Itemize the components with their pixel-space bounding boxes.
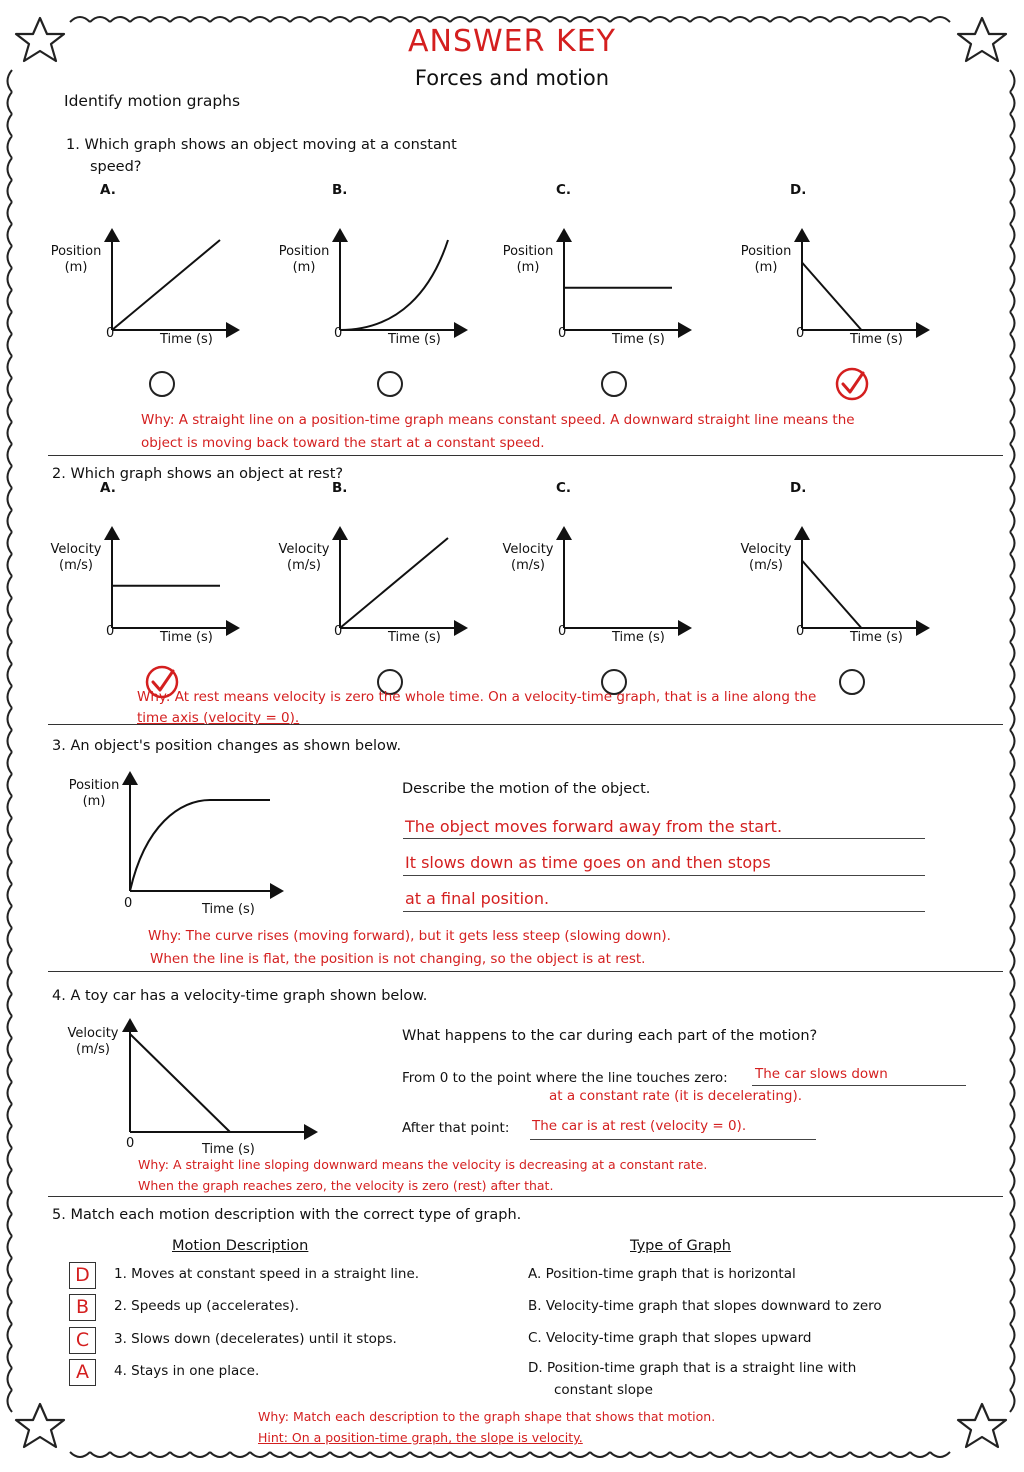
answer-circle[interactable] bbox=[377, 371, 403, 397]
option-letter: D. bbox=[790, 182, 807, 198]
y-axis-label: Velocity (m/s) bbox=[740, 542, 792, 573]
q1-why: Why: A straight line on a position-time graph means constant speed. A downward straight line means the bbox=[141, 412, 855, 428]
q5-prompt: 5. Match each motion description with the correct type of graph. bbox=[52, 1207, 522, 1223]
motion-graph bbox=[554, 224, 754, 344]
motion-graph bbox=[330, 522, 530, 642]
graph-line bbox=[802, 263, 861, 331]
x-axis-label: Time (s) bbox=[388, 332, 441, 347]
answer-box[interactable]: C bbox=[69, 1327, 96, 1354]
answer-line bbox=[403, 911, 925, 912]
y-axis-label: Position (m) bbox=[50, 244, 102, 275]
motion-graph bbox=[330, 224, 530, 344]
option-letter: B. bbox=[332, 480, 348, 496]
q4-part1-answer: The car slows down bbox=[755, 1066, 888, 1082]
y-axis-label: Position (m) bbox=[278, 244, 330, 275]
q3-answer-3: at a final position. bbox=[405, 889, 550, 908]
y-axis-label: Position (m) bbox=[68, 778, 120, 809]
selected-check-icon[interactable] bbox=[834, 366, 870, 402]
divider bbox=[48, 724, 1003, 725]
y-axis-label: Velocity (m/s) bbox=[50, 542, 102, 573]
q3-answer-2: It slows down as time goes on and then stops bbox=[405, 853, 771, 872]
col-header-description: Motion Description bbox=[172, 1238, 309, 1254]
q4-part1-label: From 0 to the point where the line touches zero: bbox=[402, 1070, 728, 1086]
motion-description: 1. Moves at constant speed in a straight line. bbox=[114, 1266, 420, 1282]
q1-prompt: 1. Which graph shows an object moving at a constant bbox=[66, 137, 457, 153]
page-subtitle: Forces and motion bbox=[414, 66, 610, 90]
q3-describe: Describe the motion of the object. bbox=[402, 781, 651, 797]
q2-prompt: 2. Which graph shows an object at rest? bbox=[52, 466, 344, 482]
q3-why: Why: The curve rises (moving forward), but it gets less steep (slowing down). bbox=[148, 928, 671, 944]
x-axis-label: Time (s) bbox=[850, 332, 903, 347]
q4-part2-label: After that point: bbox=[402, 1120, 510, 1136]
origin-label: 0 bbox=[558, 326, 567, 341]
q5-hint: Hint: On a position-time graph, the slope is velocity. bbox=[258, 1430, 583, 1445]
motion-description: 2. Speeds up (accelerates). bbox=[114, 1298, 299, 1314]
q4-prompt: 4. A toy car has a velocity-time graph shown below. bbox=[52, 988, 428, 1004]
star-icon bbox=[958, 1404, 1006, 1447]
q3-prompt: 3. An object's position changes as shown below. bbox=[52, 738, 402, 754]
motion-graph bbox=[792, 522, 992, 642]
answer-line bbox=[403, 838, 925, 839]
q2-why: Why: At rest means velocity is zero the whole time. On a velocity-time graph, that is a line along the bbox=[137, 689, 817, 705]
y-axis-label: Velocity (m/s) bbox=[278, 542, 330, 573]
x-axis-label: Time (s) bbox=[612, 332, 665, 347]
motion-graph bbox=[102, 522, 302, 642]
option-letter: A. bbox=[100, 480, 116, 496]
answer-circle[interactable] bbox=[839, 669, 865, 695]
option-letter: B. bbox=[332, 182, 348, 198]
motion-description: 4. Stays in one place. bbox=[114, 1363, 260, 1379]
q1-prompt-cont: speed? bbox=[90, 159, 142, 175]
answer-circle[interactable] bbox=[601, 371, 627, 397]
option-letter: A. bbox=[100, 182, 116, 198]
origin-label: 0 bbox=[126, 1136, 135, 1151]
graph-line bbox=[112, 240, 220, 330]
motion-graph bbox=[792, 224, 992, 344]
star-icon bbox=[16, 1404, 64, 1447]
graph-line bbox=[340, 538, 448, 628]
col-header-graph-type: Type of Graph bbox=[630, 1238, 731, 1254]
y-axis-label: Position (m) bbox=[502, 244, 554, 275]
q4-why-cont: When the graph reaches zero, the velocity is zero (rest) after that. bbox=[138, 1178, 554, 1193]
x-axis-label: Time (s) bbox=[160, 332, 213, 347]
origin-label: 0 bbox=[106, 624, 115, 639]
origin-label: 0 bbox=[124, 896, 133, 911]
x-axis-label: Time (s) bbox=[612, 630, 665, 645]
q4-question: What happens to the car during each part of the motion? bbox=[402, 1028, 818, 1044]
answer-box[interactable]: D bbox=[69, 1262, 96, 1289]
answer-line bbox=[530, 1139, 816, 1140]
answer-box[interactable]: B bbox=[69, 1294, 96, 1321]
page-title: ANSWER KEY bbox=[408, 24, 616, 59]
answer-circle[interactable] bbox=[149, 371, 175, 397]
q4-part2-answer: The car is at rest (velocity = 0). bbox=[532, 1118, 747, 1134]
y-axis-label: Position (m) bbox=[740, 244, 792, 275]
origin-label: 0 bbox=[796, 326, 805, 341]
divider bbox=[48, 971, 1003, 972]
graph-type-d-cont: constant slope bbox=[554, 1382, 653, 1398]
answer-box[interactable]: A bbox=[69, 1359, 96, 1386]
y-axis-label: Velocity (m/s) bbox=[502, 542, 554, 573]
answer-line bbox=[403, 875, 925, 876]
origin-label: 0 bbox=[334, 326, 343, 341]
q2-why-cont: time axis (velocity = 0). bbox=[137, 710, 300, 726]
q3-answer-1: The object moves forward away from the start. bbox=[405, 817, 783, 836]
y-axis-label: Velocity (m/s) bbox=[67, 1026, 119, 1057]
option-letter: D. bbox=[790, 480, 807, 496]
graph-line bbox=[802, 561, 861, 629]
q4-why: Why: A straight line sloping downward means the velocity is decreasing at a constant rate. bbox=[138, 1157, 708, 1172]
graph-type-c: C. Velocity-time graph that slopes upward bbox=[528, 1330, 812, 1346]
option-letter: C. bbox=[556, 182, 572, 198]
q3-why-cont: When the line is flat, the position is not changing, so the object is at rest. bbox=[150, 951, 646, 967]
graph-type-b: B. Velocity-time graph that slopes downward to zero bbox=[528, 1298, 882, 1314]
divider bbox=[48, 1196, 1003, 1197]
option-letter: C. bbox=[556, 480, 572, 496]
motion-graph bbox=[102, 224, 302, 344]
motion-graph bbox=[554, 522, 754, 642]
x-axis-label: Time (s) bbox=[388, 630, 441, 645]
x-axis-label: Time (s) bbox=[202, 1142, 255, 1157]
q4-part1-answer-cont: at a constant rate (it is decelerating). bbox=[549, 1088, 802, 1104]
graph-line bbox=[340, 240, 448, 330]
q5-why: Why: Match each description to the graph shape that shows that motion. bbox=[258, 1409, 716, 1424]
graph-type-d: D. Position-time graph that is a straight line with bbox=[528, 1360, 857, 1376]
answer-line bbox=[752, 1085, 966, 1086]
origin-label: 0 bbox=[796, 624, 805, 639]
divider bbox=[48, 455, 1003, 456]
graph-type-a: A. Position-time graph that is horizontal bbox=[528, 1266, 796, 1282]
section-heading: Identify motion graphs bbox=[64, 92, 241, 110]
x-axis-label: Time (s) bbox=[202, 902, 255, 917]
x-axis-label: Time (s) bbox=[850, 630, 903, 645]
origin-label: 0 bbox=[106, 326, 115, 341]
origin-label: 0 bbox=[334, 624, 343, 639]
origin-label: 0 bbox=[558, 624, 567, 639]
x-axis-label: Time (s) bbox=[160, 630, 213, 645]
q1-why-cont: object is moving back toward the start at a constant speed. bbox=[141, 435, 545, 451]
motion-description: 3. Slows down (decelerates) until it stops. bbox=[114, 1331, 397, 1347]
